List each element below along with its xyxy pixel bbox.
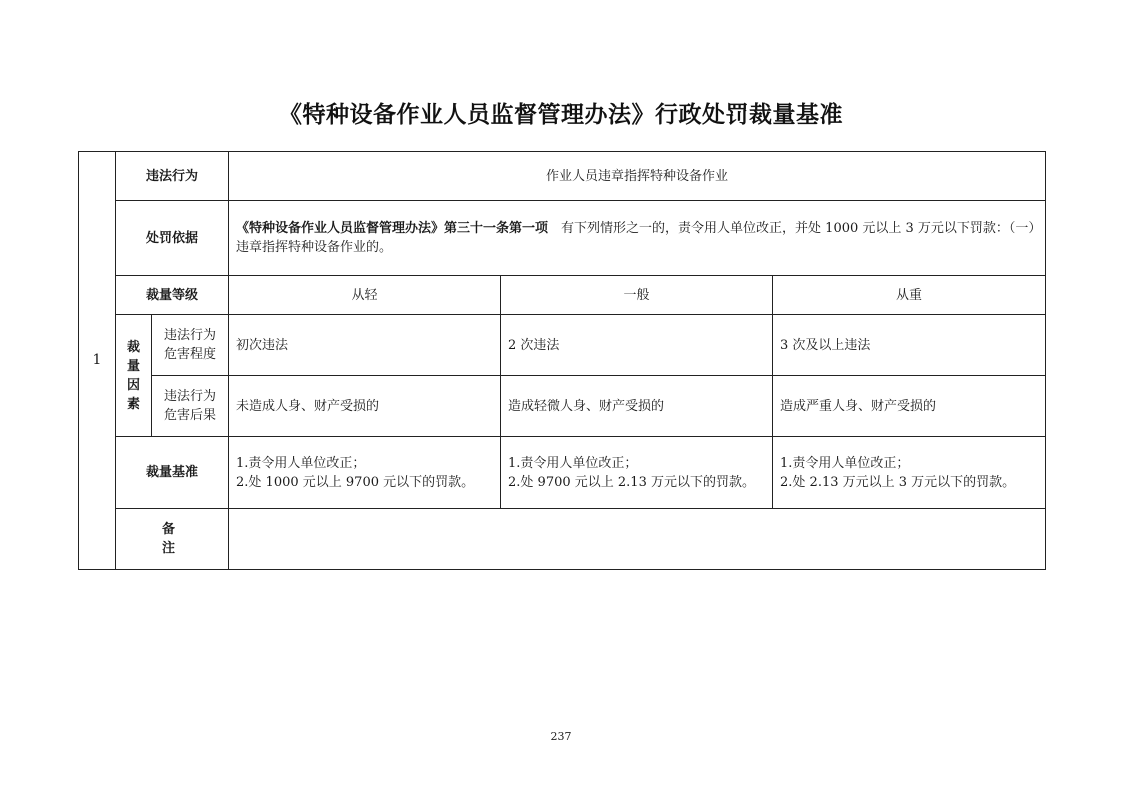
factors-label-char: 裁 <box>126 339 140 355</box>
levels-label: 裁量等级 <box>116 276 229 315</box>
table-row <box>79 276 1046 315</box>
factor-degree-normal: 2 次违法 <box>501 315 773 376</box>
table-row <box>79 315 1046 376</box>
table-row <box>79 376 1046 437</box>
factor-consequence-light: 未造成人身、财产受损的 <box>229 376 501 437</box>
factor-consequence-normal: 造成轻微人身、财产受损的 <box>501 376 773 437</box>
standard-line: 2.处 1000 元以上 9700 元以下的罚款。 <box>236 474 475 490</box>
factor-label-line: 违法行为 <box>164 389 217 404</box>
factor-consequence-label <box>152 376 229 437</box>
standard-heavy <box>773 437 1046 509</box>
violation-value: 作业人员违章指挥特种设备作业 <box>229 152 1046 201</box>
table-row <box>79 201 1046 276</box>
basis-law-name: 《特种设备作业人员监督管理办法》第三十一条第一项 <box>236 221 549 236</box>
level-light: 从轻 <box>229 276 501 315</box>
page-title: 《特种设备作业人员监督管理办法》行政处罚裁量基准 <box>279 102 843 128</box>
basis-text: 有下列情形之一的，责令用人单位改正，并处 1000 元以上 3 万元以下罚款：（一）违章指挥特种设备作业的。 <box>236 221 1035 255</box>
basis-label: 处罚依据 <box>116 201 229 276</box>
factor-label-line: 违法行为 <box>164 328 217 343</box>
remarks-label: 备注 <box>116 509 229 570</box>
factors-vertical-label <box>116 315 152 437</box>
item-number-cell: 1 <box>79 152 116 570</box>
factor-label-line: 危害后果 <box>164 408 217 423</box>
standard-line: 1.责令用人单位改正； <box>236 455 366 471</box>
factor-degree-heavy: 3 次及以上违法 <box>773 315 1046 376</box>
violation-label: 违法行为 <box>116 152 229 201</box>
table-row <box>79 509 1046 570</box>
factor-consequence-heavy: 造成严重人身、财产受损的 <box>773 376 1046 437</box>
standard-line: 1.责令用人单位改正； <box>780 455 910 471</box>
penalty-discretion-table <box>78 151 1046 570</box>
table-row <box>79 437 1046 509</box>
standard-line: 2.处 9700 元以上 2.13 万元以下的罚款。 <box>508 474 755 490</box>
standard-label: 裁量基准 <box>116 437 229 509</box>
factors-label-char: 素 <box>126 396 140 412</box>
level-normal: 一般 <box>501 276 773 315</box>
standard-normal <box>501 437 773 509</box>
factor-degree-label <box>152 315 229 376</box>
factors-label-char: 因 <box>126 377 140 393</box>
factor-degree-light: 初次违法 <box>229 315 501 376</box>
page-number: 237 <box>550 730 572 743</box>
remarks-value <box>229 509 1046 570</box>
standard-line: 2.处 2.13 万元以上 3 万元以下的罚款。 <box>780 474 1016 490</box>
standard-light <box>229 437 501 509</box>
basis-value <box>229 201 1046 276</box>
level-heavy: 从重 <box>773 276 1046 315</box>
factors-label-char: 量 <box>126 358 140 374</box>
factor-label-line: 危害程度 <box>164 347 217 362</box>
standard-line: 1.责令用人单位改正； <box>508 455 638 471</box>
table-row <box>79 152 1046 201</box>
